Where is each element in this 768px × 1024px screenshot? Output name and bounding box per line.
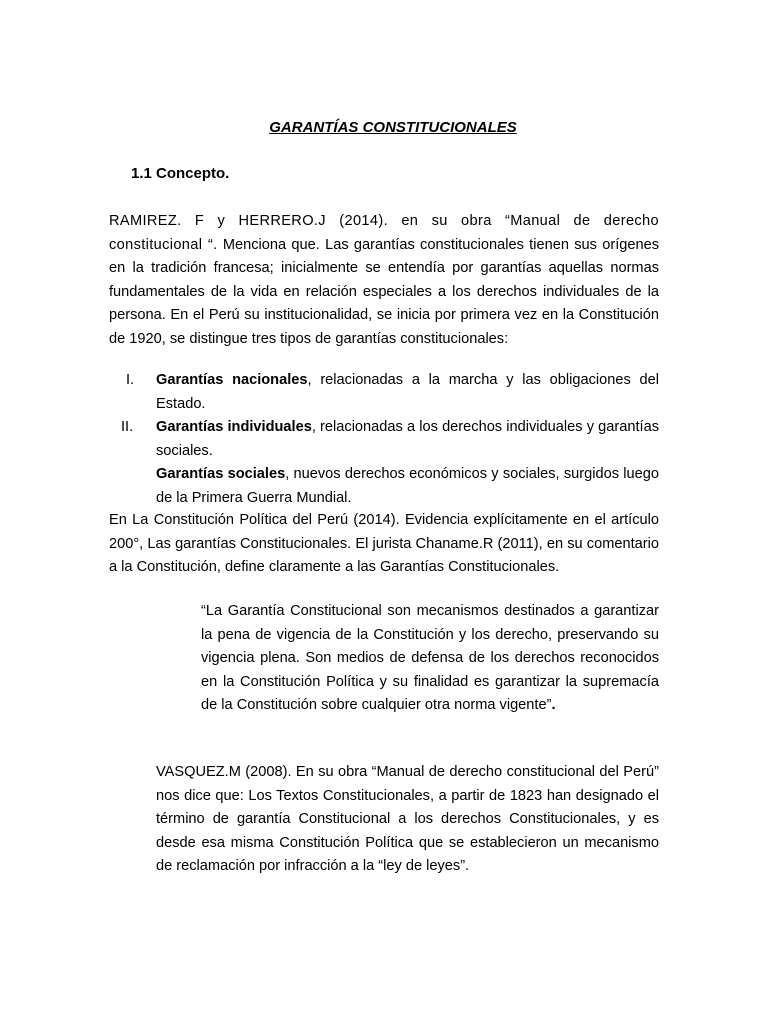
block-quote-text: “La Garantía Constitucional son mecanismos destinados a garantizar la pena de vigencia de la Constitución y los derecho, preservando su vigencia plena. Son medios de defensa de los derechos reconocidos en la Constitución Política y su finalidad es garantizar la supremacía de la Constitución sobre cualquier otra norma vigente”: [201, 603, 659, 714]
list-item-text: , relacionadas a los derechos individuales y garantías sociales.: [156, 419, 659, 459]
paragraph-ramirez-body: Menciona que. Las garantías constitucionales tienen sus orígenes en la tradición francesa; inicialmente se entendía por garantías aquellas normas fundamentales de la vida en relación especiales a los derechos individuales de la persona. En el Perú su institucionalidad, se inicia por primera vez en la Constitución de 1920, se distingue tres tipos de garantías constitucionales:: [109, 236, 660, 347]
document-title: GARANTÍAS CONSTITUCIONALES: [269, 119, 517, 136]
list-item-term: Garantías sociales: [156, 466, 286, 482]
block-quote-end: .: [551, 697, 556, 714]
list-item: [109, 463, 659, 510]
paragraph-constitucion: En La Constitución Política del Perú (2014). Evidencia explícitamente en el artículo 200°, Las garantías Constitucionales. El jurista Chaname.R (2011), en su comentario a la Constitución, define claramente a las Garantías Constitucionales.: [109, 512, 659, 575]
paragraph-ramirez: [109, 210, 659, 351]
list-item-term: Garantías individuales: [156, 419, 312, 435]
block-quote: [201, 600, 659, 718]
paragraph-ramirez-lead: RAMIREZ. F y HERRERO.J (2014). en su obra “Manual de derecho constitucional “.: [109, 213, 659, 253]
list-item-text: , relacionadas a la marcha y las obligaciones del Estado.: [156, 372, 659, 412]
list-item-term: Garantías nacionales: [156, 372, 308, 388]
list-item-text: , nuevos derechos económicos y sociales, surgidos luego de la Primera Guerra Mundial.: [156, 466, 659, 506]
guarantees-list: [109, 369, 659, 510]
section-heading: 1.1 Concepto.: [131, 165, 230, 182]
paragraph-vasquez: VASQUEZ.M (2008). En su obra “Manual de derecho constitucional del Perú” nos dice que: Los Textos Constitucionales, a partir de 1823 han designado el término de garantía Constitucional a los derechos Constitucionales, y es desde esa misma Constitución Política que se establecieron un mecanismo de reclamación por infracción a la “ley de leyes”.: [156, 764, 659, 874]
list-item-number: II.: [121, 419, 134, 435]
list-item-number: I.: [126, 372, 135, 388]
list-item: [109, 369, 659, 416]
list-item: [109, 416, 659, 463]
